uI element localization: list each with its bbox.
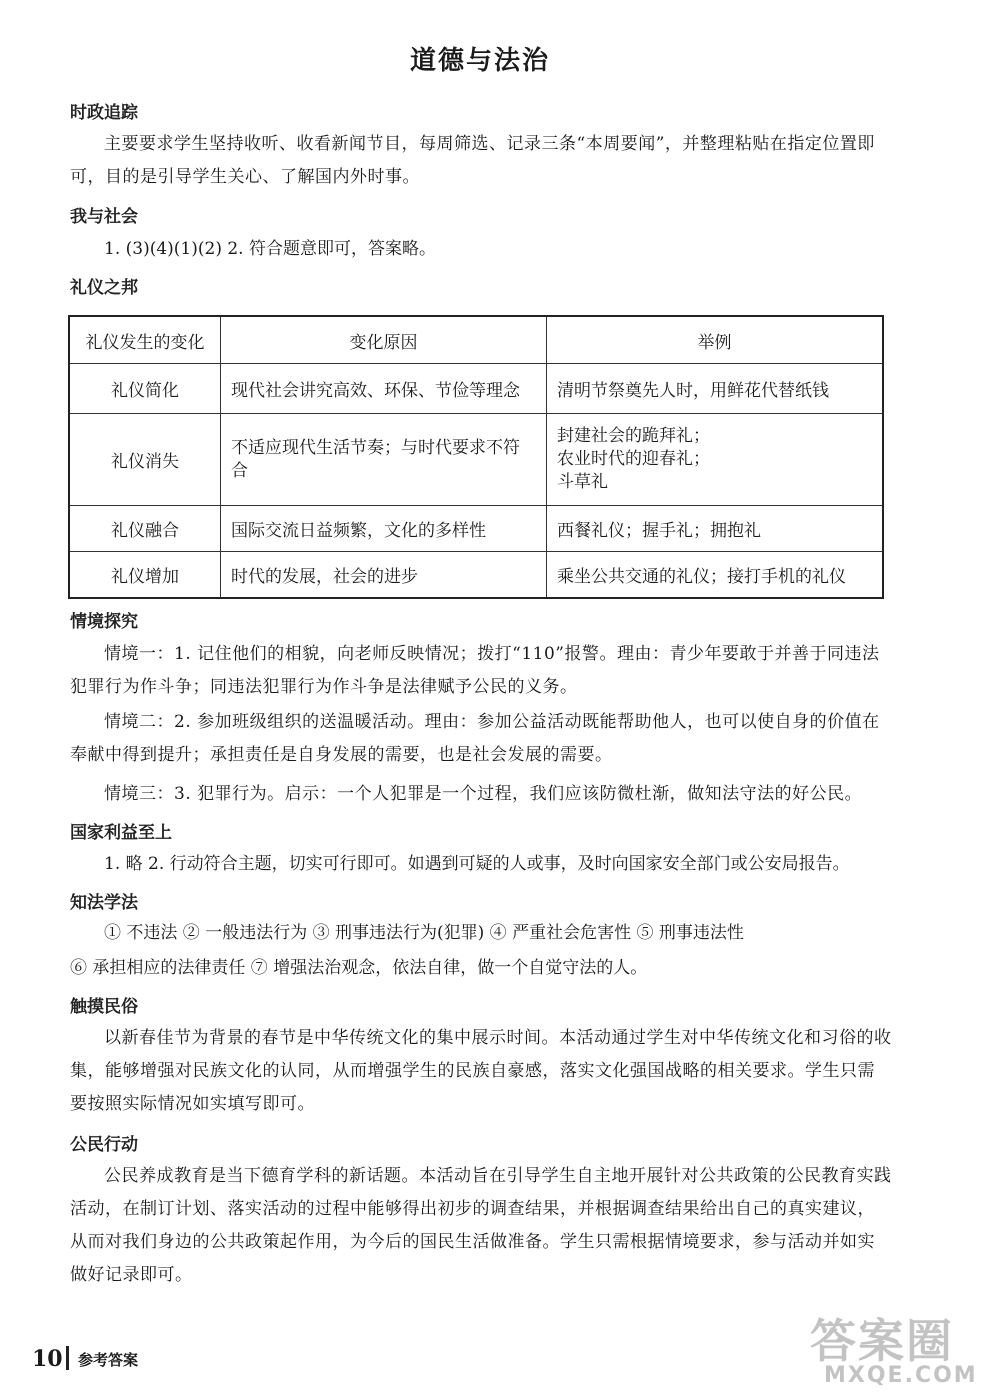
table-cell-example: 乘坐公共交通的礼仪；接打手机的礼仪 [547, 552, 884, 598]
watermark-sub-text: MXQE.COM [824, 1363, 978, 1388]
section-heading-security: 国家利益至上 [70, 823, 172, 843]
customs-paragraph: 以新春佳节为背景的春节是中华传统文化的集中展示时间。本活动通过学生对中华传统文化和习俗的收集，能够增强对民族文化的认同，从而增强学生的民族自豪感，落实文化强国战略的相关要求。学生只需要按照实际情况如实填写即可。 [70, 1028, 892, 1114]
etiquette-table [68, 315, 884, 599]
table-cell-change: 礼仪简化 [69, 364, 221, 414]
section-heading-law: 知法学法 [70, 893, 138, 913]
section-heading-news: 时政追踪 [70, 103, 138, 123]
table-cell-change: 礼仪消失 [69, 414, 221, 506]
table-header-reason: 变化原因 [221, 316, 547, 364]
table-cell-example [547, 414, 884, 506]
example-line: 农业时代的迎春礼； [557, 449, 710, 469]
footer-label: 参考答案 [78, 1351, 139, 1369]
law-answer-line: ① 不违法 ② 一般违法行为 ③ 刑事违法行为(犯罪) ④ 严重社会危害性 ⑤ 刑事违法性 [104, 923, 744, 943]
table-cell-change: 礼仪融合 [69, 506, 221, 552]
society-answer: 1. (3)(4)(1)(2) 2. 符合题意即可，答案略。 [104, 239, 436, 259]
section-heading-customs: 触摸民俗 [70, 997, 138, 1017]
page-title: 道德与法治 [409, 46, 550, 76]
table-header-row [69, 316, 883, 364]
scenario-item: 情境一：1. 记住他们的相貌，向老师反映情况；拨打“110”报警。理由：青少年要敢于并善于同违法犯罪行为作斗争；同违法犯罪行为作斗争是法律赋予公民的义务。 [70, 644, 880, 697]
section-heading-scenario: 情境探究 [70, 612, 138, 632]
table-cell-change: 礼仪增加 [69, 552, 221, 598]
section-heading-etiquette: 礼仪之邦 [70, 278, 138, 298]
news-paragraph: 主要要求学生坚持收听、收看新闻节目，每周筛选、记录三条“本周要闻”，并整理粘贴在指定位置即可，目的是引导学生关心、了解国内外时事。 [70, 134, 875, 187]
scenario-item: 情境二：2. 参加班级组织的送温暖活动。理由：参加公益活动既能帮助他人，也可以使自身的价值在奉献中得到提升；承担责任是自身发展的需要，也是社会发展的需要。 [70, 712, 880, 765]
table-cell-example: 西餐礼仪；握手礼；拥抱礼 [547, 506, 884, 552]
citizen-paragraph: 公民养成教育是当下德育学科的新话题。本活动旨在引导学生自主地开展针对公共政策的公民教育实践活动，在制订计划、落实活动的过程中能够得出初步的调查结果，并根据调查结果给出自己的真实建议，从而对我们身边的公共政策起作用，为今后的国民生活做准备。学生只需根据情境要求，参与活动并如实做好记录即可。 [70, 1166, 892, 1285]
security-answer: 1. 略 2. 行动符合主题，切实可行即可。如遇到可疑的人或事，及时向国家安全部门或公安局报告。 [104, 854, 850, 874]
example-line: 斗草礼 [557, 472, 608, 492]
table-cell-reason: 国际交流日益频繁，文化的多样性 [221, 506, 547, 552]
example-line: 封建社会的跪拜礼； [557, 426, 710, 446]
table-cell-reason: 现代社会讲究高效、环保、节俭等理念 [221, 364, 547, 414]
table-row [69, 414, 883, 506]
table-header-example: 举例 [547, 316, 884, 364]
section-heading-citizen: 公民行动 [70, 1135, 138, 1155]
table-cell-reason: 不适应现代生活节奏；与时代要求不符合 [221, 414, 547, 506]
watermark-main-text: 答案圈 [810, 1314, 954, 1368]
table-row [69, 552, 883, 598]
table-row [69, 364, 883, 414]
section-heading-society: 我与社会 [70, 207, 138, 227]
page-number: 10 [32, 1346, 63, 1372]
watermark-logo [810, 1305, 988, 1391]
table-row [69, 506, 883, 552]
law-answer-line: ⑥ 承担相应的法律责任 ⑦ 增强法治观念，依法自律，做一个自觉守法的人。 [70, 958, 648, 978]
table-cell-example: 清明节祭奠先人时，用鲜花代替纸钱 [547, 364, 884, 414]
scenario-item: 情境三：3. 犯罪行为。启示：一个人犯罪是一个过程，我们应该防微杜渐，做知法守法的好公民。 [104, 784, 863, 804]
table-cell-reason: 时代的发展，社会的进步 [221, 552, 547, 598]
table-header-change: 礼仪发生的变化 [69, 316, 221, 364]
footer-divider [66, 1346, 69, 1370]
